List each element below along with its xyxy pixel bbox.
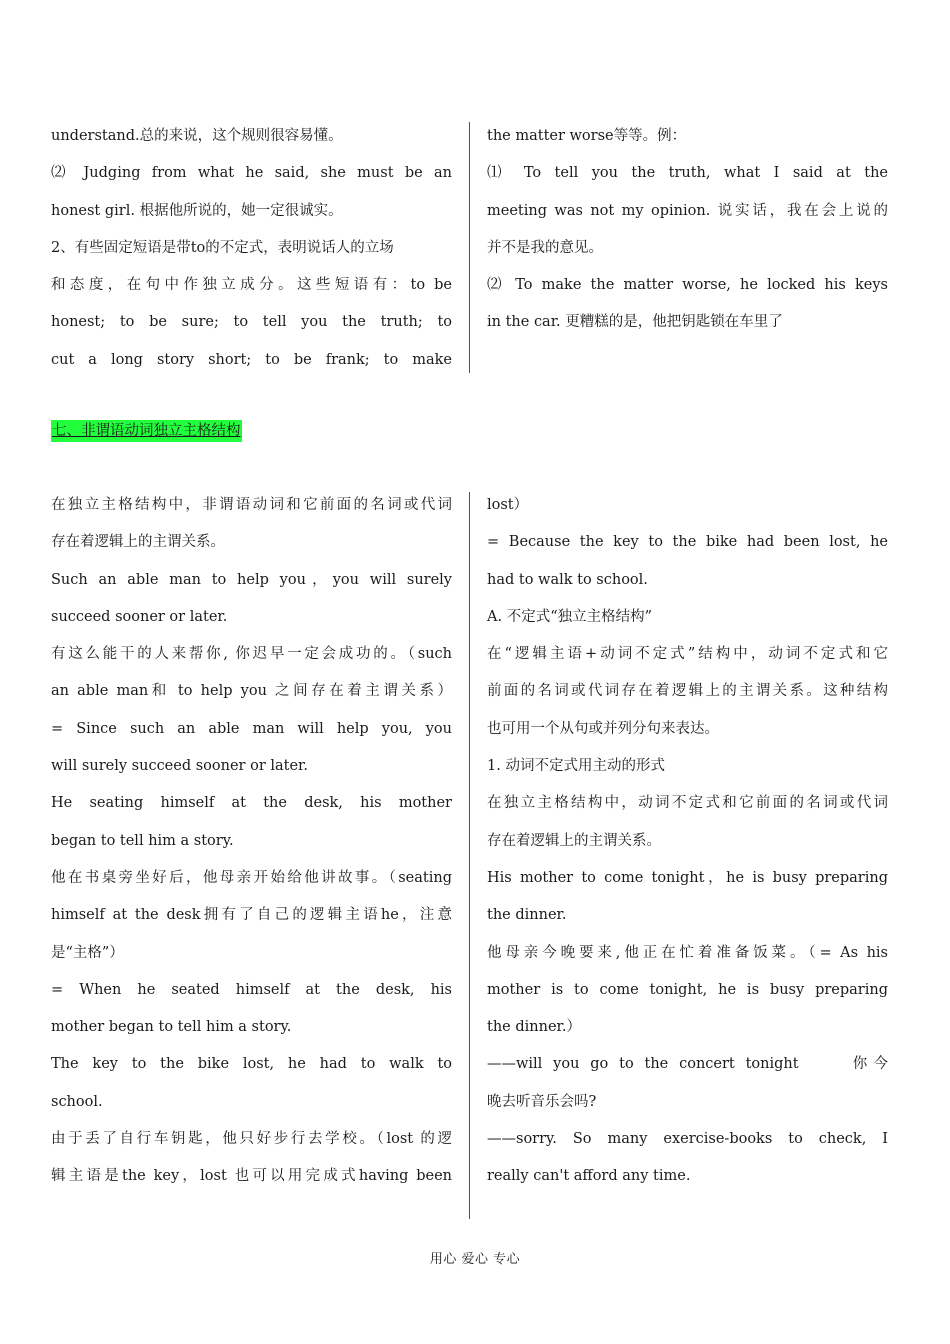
s2-right-line: 也可用一个从句或并列分句来表达。	[487, 720, 719, 737]
s2-right-line: 晚去听音乐会吗?	[487, 1093, 597, 1110]
s2-right-line: the dinner.	[487, 907, 567, 924]
s2-right-line: mother is to come tonight, he is busy preparing	[487, 981, 888, 998]
s1-right-line: ⑵ To make the matter worse, he locked his keys	[487, 277, 888, 294]
s2-right-line: A. 不定式“独立主格结构”	[487, 608, 653, 625]
section1-right-column	[487, 118, 888, 342]
s2-right-line: 前面的名词或代词存在着逻辑上的主谓关系。这种结构	[487, 683, 888, 700]
s1-left-line: honest girl. 根据他所说的，她一定很诚实。	[51, 202, 343, 219]
s2-right-line: ——sorry. So many exercise-books to check, I	[487, 1131, 888, 1148]
s1-left-line: cut a long story short; to be frank; to make	[51, 351, 452, 368]
s2-left-line: an able man和 to help you 之间存在着主谓关系）	[51, 683, 452, 700]
s2-left-line: 存在着逻辑上的主谓关系。	[51, 534, 225, 551]
s1-left-line: ⑵ Judging from what he said, she must be an	[51, 165, 452, 182]
section2-left-column	[51, 487, 452, 1196]
column-divider	[469, 122, 470, 373]
s2-left-line: = Since such an able man will help you, you	[51, 720, 452, 737]
s1-left-line: honest; to be sure; to tell you the truth; to	[51, 314, 452, 331]
s2-left-line: 由于丢了自行车钥匙，他只好步行去学校。（lost 的逻	[51, 1131, 452, 1148]
s1-right-line: ⑴ To tell you the truth, what I said at the	[487, 165, 888, 182]
s2-left-line: He seating himself at the desk, his mother	[51, 795, 452, 812]
s2-left-line: himself at the desk拥有了自己的逻辑主语he，注意	[51, 907, 452, 924]
s2-right-line: 他母亲今晚要来,他正在忙着准备饭菜。（= As his	[487, 944, 888, 961]
s2-right-line: had to walk to school.	[487, 571, 648, 588]
s2-right-line: really can't afford any time.	[487, 1168, 691, 1185]
s2-right-line: His mother to come tonight，he is busy preparing	[487, 869, 888, 886]
section2-right-column	[487, 487, 888, 1196]
column-divider	[469, 492, 470, 1219]
s2-left-line: The key to the bike lost, he had to walk to	[51, 1056, 452, 1073]
s2-right-line: ——will you go to the concert tonight 你今	[487, 1056, 888, 1073]
s2-left-line: succeed sooner or later.	[51, 608, 228, 625]
section1-left-column	[51, 118, 452, 379]
s2-right-line: 在“逻辑主语+动词不定式”结构中，动词不定式和它	[487, 646, 888, 663]
s2-left-line: 辑主语是the key，lost 也可以用完成式having been	[51, 1168, 452, 1185]
s2-left-line: 有这么能干的人来帮你, 你迟早一定会成功的。（such	[51, 646, 452, 663]
s2-left-line: mother began to tell him a story.	[51, 1019, 292, 1036]
s2-left-line: 在独立主格结构中，非谓语动词和它前面的名词或代词	[51, 497, 452, 513]
s2-right-line: 存在着逻辑上的主谓关系。	[487, 832, 661, 849]
s1-left-line: 和态度，在句中作独立成分。这些短语有：to be	[51, 277, 452, 294]
s1-right-line: in the car. 更糟糕的是，他把钥匙锁在车里了	[487, 314, 783, 331]
s2-left-line: began to tell him a story.	[51, 832, 234, 849]
s1-right-line: 并不是我的意见。	[487, 239, 603, 256]
s1-right-line: meeting was not my opinion. 说实话，我在会上说的	[487, 202, 888, 219]
s2-right-line: lost）	[487, 497, 529, 513]
s2-left-line: Such an able man to help you，you will surely	[51, 571, 452, 588]
section-heading: 七、非谓语动词独立主格结构	[51, 420, 242, 442]
s2-right-line: = Because the key to the bike had been lost, he	[487, 534, 888, 551]
s2-right-line: 1. 动词不定式用主动的形式	[487, 758, 665, 775]
s2-left-line: = When he seated himself at the desk, his	[51, 981, 452, 998]
page-footer: 用心 爱心 专心	[429, 1252, 521, 1267]
s2-left-line: school.	[51, 1093, 103, 1110]
s1-left-line: understand.总的来说，这个规则很容易懂。	[51, 128, 343, 144]
s1-right-line: the matter worse等等。例：	[487, 128, 687, 144]
s2-right-line: the dinner.）	[487, 1019, 581, 1036]
s2-right-line: 在独立主格结构中，动词不定式和它前面的名词或代词	[487, 795, 888, 812]
s2-left-line: 他在书桌旁坐好后，他母亲开始给他讲故事。（seating	[51, 869, 452, 886]
s2-left-line: will surely succeed sooner or later.	[51, 758, 309, 775]
s1-left-line: 2、有些固定短语是带to的不定式，表明说话人的立场	[51, 239, 394, 256]
s2-left-line: 是“主格”）	[51, 944, 124, 961]
